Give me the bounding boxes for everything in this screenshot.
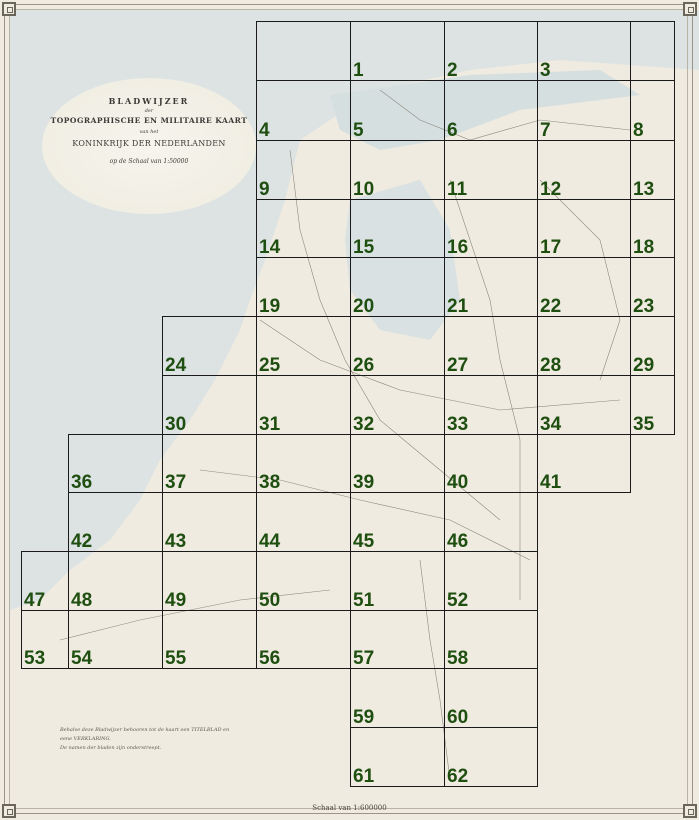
sheet-tile-2[interactable] (444, 21, 538, 81)
sheet-tile-57[interactable] (350, 610, 445, 669)
corner-ornament-top-left (2, 2, 16, 16)
sheet-tile-42[interactable] (68, 492, 163, 552)
sheet-tile-unnumbered (256, 21, 351, 81)
sheet-number: 45 (353, 531, 375, 552)
sheet-number: 49 (165, 590, 187, 611)
sheet-tile-41[interactable] (537, 434, 631, 493)
sheet-tile-18[interactable] (630, 199, 675, 258)
sheet-number: 33 (447, 414, 469, 435)
sheet-tile-28[interactable] (537, 316, 631, 376)
legend-note-line-3: De namen der bladen zijn onderstreept. (60, 745, 162, 751)
sheet-tile-13[interactable] (630, 140, 675, 200)
cartouche-van-het: van het (139, 129, 159, 135)
sheet-number: 44 (259, 531, 281, 552)
sheet-number: 47 (24, 590, 46, 611)
sheet-number: 62 (447, 766, 469, 787)
sheet-number: 7 (540, 120, 551, 141)
sheet-tile-30[interactable] (162, 375, 257, 435)
sheet-number: 42 (71, 531, 93, 552)
sheet-tile-60[interactable] (444, 668, 538, 728)
sheet-tile-62[interactable] (444, 727, 538, 787)
sheet-number: 2 (447, 60, 458, 81)
sheet-tile-31[interactable] (256, 375, 351, 435)
sheet-number: 5 (353, 120, 364, 141)
sheet-tile-56[interactable] (256, 610, 351, 669)
sheet-number: 53 (24, 648, 46, 669)
sheet-tile-12[interactable] (537, 140, 631, 200)
sheet-tile-36[interactable] (68, 434, 163, 493)
sheet-tile-3[interactable] (537, 21, 631, 81)
sheet-tile-23[interactable] (630, 257, 675, 317)
sheet-number: 8 (633, 120, 644, 141)
sheet-tile-8[interactable] (630, 80, 675, 141)
sheet-tile-51[interactable] (350, 551, 445, 611)
sheet-tile-25[interactable] (256, 316, 351, 376)
sheet-tile-44[interactable] (256, 492, 351, 552)
sheet-number: 29 (633, 355, 655, 376)
sheet-number: 3 (540, 60, 551, 81)
sheet-tile-40[interactable] (444, 434, 538, 493)
sheet-number: 6 (447, 120, 458, 141)
sheet-tile-47[interactable] (21, 551, 69, 611)
sheet-tile-10[interactable] (350, 140, 445, 200)
sheet-tile-32[interactable] (350, 375, 445, 435)
sheet-tile-4[interactable] (256, 80, 351, 141)
sheet-tile-52[interactable] (444, 551, 538, 611)
sheet-tile-26[interactable] (350, 316, 445, 376)
sheet-number: 41 (540, 472, 562, 493)
sheet-tile-38[interactable] (256, 434, 351, 493)
sheet-number: 52 (447, 590, 469, 611)
sheet-number: 9 (259, 179, 270, 200)
sheet-tile-16[interactable] (444, 199, 538, 258)
sheet-tile-21[interactable] (444, 257, 538, 317)
sheet-number: 23 (633, 296, 655, 317)
sheet-number: 32 (353, 414, 375, 435)
sheet-tile-58[interactable] (444, 610, 538, 669)
sheet-tile-22[interactable] (537, 257, 631, 317)
legend-note (60, 726, 360, 753)
sheet-number: 21 (447, 296, 469, 317)
sheet-tile-7[interactable] (537, 80, 631, 141)
sheet-number: 51 (353, 590, 375, 611)
sheet-number: 38 (259, 472, 281, 493)
sheet-number: 50 (259, 590, 281, 611)
title-cartouche (42, 78, 256, 214)
sheet-number: 17 (540, 237, 562, 258)
sheet-number: 16 (447, 237, 469, 258)
sheet-number: 25 (259, 355, 281, 376)
sheet-tile-43[interactable] (162, 492, 257, 552)
sheet-tile-29[interactable] (630, 316, 675, 376)
sheet-number: 20 (353, 296, 375, 317)
sheet-number: 61 (353, 766, 375, 787)
sheet-number: 56 (259, 648, 281, 669)
sheet-number: 57 (353, 648, 375, 669)
sheet-number: 30 (165, 414, 187, 435)
sheet-tile-27[interactable] (444, 316, 538, 376)
sheet-number: 15 (353, 237, 375, 258)
sheet-tile-14[interactable] (256, 199, 351, 258)
sheet-tile-55[interactable] (162, 610, 257, 669)
sheet-number: 24 (165, 355, 187, 376)
scale-label: Schaal van 1:600000 (312, 804, 387, 812)
sheet-number: 26 (353, 355, 375, 376)
sheet-tile-61[interactable] (350, 727, 445, 787)
sheet-tile-50[interactable] (256, 551, 351, 611)
legend-note-line-1: Behalve deze Bladwijzer behooren tot de kaart een TITELBLAD en (60, 727, 230, 733)
sheet-number: 48 (71, 590, 93, 611)
sheet-tile-15[interactable] (350, 199, 445, 258)
cartouche-title: BLADWIJZER (108, 96, 190, 106)
sheet-tile-34[interactable] (537, 375, 631, 435)
sheet-number: 59 (353, 707, 375, 728)
sheet-number: 46 (447, 531, 469, 552)
sheet-number: 18 (633, 237, 655, 258)
sheet-tile-46[interactable] (444, 492, 538, 552)
sheet-number: 13 (633, 179, 655, 200)
legend-note-line-2: eene VERKLARING. (60, 736, 111, 742)
sheet-tile-17[interactable] (537, 199, 631, 258)
cartouche-map-name: TOPOGRAPHISCHE EN MILITAIRE KAART (50, 116, 248, 125)
sheet-number: 43 (165, 531, 187, 552)
sheet-number: 35 (633, 414, 655, 435)
sheet-tile-1[interactable] (350, 21, 445, 81)
sheet-tile-19[interactable] (256, 257, 351, 317)
sheet-tile-39[interactable] (350, 434, 445, 493)
sheet-number: 14 (259, 237, 281, 258)
cartouche-scale: op de Schaal van 1:50000 (109, 158, 189, 165)
sheet-number: 22 (540, 296, 562, 317)
sheet-tile-20[interactable] (350, 257, 445, 317)
corner-ornament-top-right (683, 2, 697, 16)
sheet-tile-49[interactable] (162, 551, 257, 611)
sheet-number: 10 (353, 179, 375, 200)
sheet-number: 58 (447, 648, 469, 669)
sheet-tile-54[interactable] (68, 610, 163, 669)
sheet-number: 54 (71, 648, 93, 669)
sheet-tile-59[interactable] (350, 668, 445, 728)
sheet-number: 37 (165, 472, 187, 493)
sheet-tile-45[interactable] (350, 492, 445, 552)
sheet-tile-35[interactable] (630, 375, 675, 435)
sheet-number: 31 (259, 414, 281, 435)
sheet-number: 28 (540, 355, 562, 376)
sheet-tile-unnumbered (630, 21, 675, 81)
sheet-tile-24[interactable] (162, 316, 257, 376)
sheet-number: 4 (259, 120, 270, 141)
sheet-number: 34 (540, 414, 562, 435)
sheet-tile-9[interactable] (256, 140, 351, 200)
sheet-tile-48[interactable] (68, 551, 163, 611)
sheet-tile-33[interactable] (444, 375, 538, 435)
sheet-number: 39 (353, 472, 375, 493)
cartouche-kingdom: KONINKRIJK DER NEDERLANDEN (72, 139, 226, 148)
sheet-number: 11 (447, 179, 468, 200)
sheet-number: 1 (353, 60, 364, 81)
sheet-tile-6[interactable] (444, 80, 538, 141)
sheet-number: 27 (447, 355, 469, 376)
sheet-tile-11[interactable] (444, 140, 538, 200)
cartouche-der: der (144, 108, 154, 114)
sheet-number: 40 (447, 472, 469, 493)
sheet-number: 19 (259, 296, 281, 317)
sheet-number: 55 (165, 648, 187, 669)
sheet-tile-5[interactable] (350, 80, 445, 141)
sheet-number: 60 (447, 707, 469, 728)
sheet-tile-53[interactable] (21, 610, 69, 669)
sheet-tile-37[interactable] (162, 434, 257, 493)
sheet-number: 12 (540, 179, 562, 200)
sheet-number: 36 (71, 472, 93, 493)
